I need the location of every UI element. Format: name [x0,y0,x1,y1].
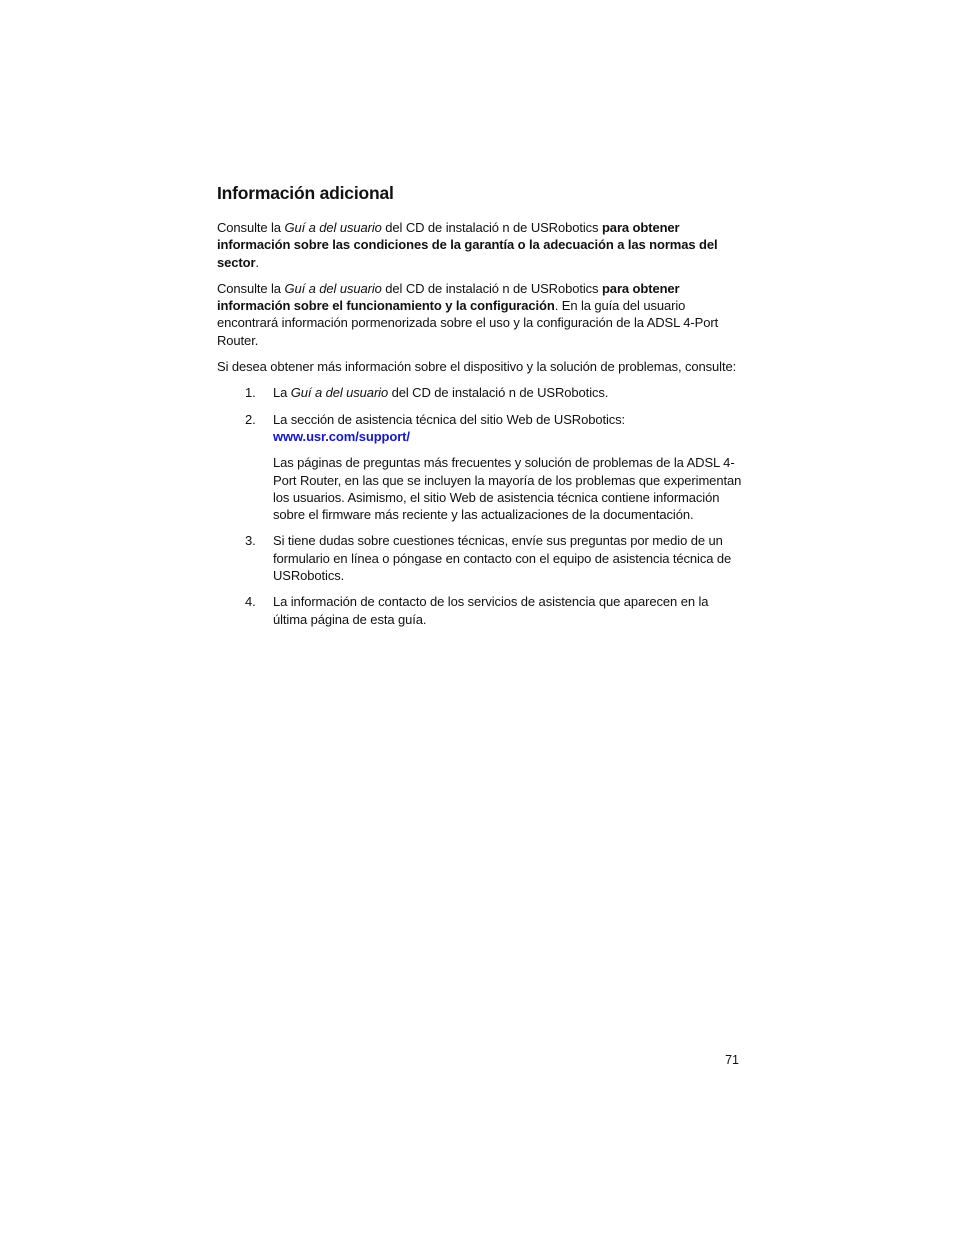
user-guide-title: Guí a del usuario [290,385,389,401]
list-item [217,384,742,401]
warranty-paragraph-mid: del CD de instalació n de USRobotics [381,220,602,235]
support-link[interactable]: www.usr.com/support/ [273,428,410,444]
operation-paragraph-post: . En la guía del usuario encontrará información pormenorizada sobre el uso y la configuración de la ADSL 4-Port Router. [217,298,719,348]
operation-paragraph-mid: del CD de instalació n de USRobotics [381,280,602,296]
list-item-text [273,384,742,401]
support-section-text: La sección de asistencia técnica del sitio Web de USRobotics: [273,411,626,427]
list-item-number: 4. [245,594,256,610]
more-info-paragraph: Si desea obtener más información sobre el dispositivo y la solución de problemas, consulte: [217,359,737,375]
operation-paragraph-pre: Consulte la [217,280,285,296]
list-item-number: 3. [245,533,256,549]
warranty-paragraph-post: . [255,254,259,270]
list-item [217,532,742,584]
list-item-text: Si tiene dudas sobre cuestiones técnicas, envíe sus preguntas por medio de un formulario en línea o póngase en contacto con el equipo de asistencia técnica de USRobotics. [273,533,732,584]
resources-list [217,384,742,628]
page-number: 71 [725,1053,739,1067]
list-item-pre: La [273,385,291,401]
warranty-paragraph-pre: Consulte la [217,220,285,235]
list-item-number: 1. [245,385,256,401]
page-title: Información adicional [217,183,394,203]
list-item-number: 2. [245,411,256,427]
operation-paragraph-bold: para obtener información sobre el funcionamiento y la configuración [217,280,680,314]
list-item-text [273,411,742,446]
warranty-paragraph [217,219,742,271]
user-guide-title: Guí a del usuario [284,220,382,235]
operation-paragraph [217,280,742,349]
list-item [217,593,742,628]
list-item-text: La información de contacto de los servicios de asistencia que aparecen en la última página de esta guía. [273,594,709,627]
page-content [217,182,742,637]
list-item-post: del CD de instalació n de USRobotics. [388,385,609,401]
support-description: Las páginas de preguntas más frecuentes y solución de problemas de la ADSL 4-Port Router, en las que se incluyen la mayoría de los problemas que experimentan los usuarios. Asimismo, el sitio Web de asistencia técnica contiene información sobre el firmware más reciente y las actualizaciones de la documentación. [273,455,742,523]
warranty-paragraph-bold: para obtener información sobre las condiciones de la garantía o la adecuación a las normas del sector [217,220,718,270]
user-guide-title: Guí a del usuario [284,280,382,296]
list-item [217,411,742,524]
